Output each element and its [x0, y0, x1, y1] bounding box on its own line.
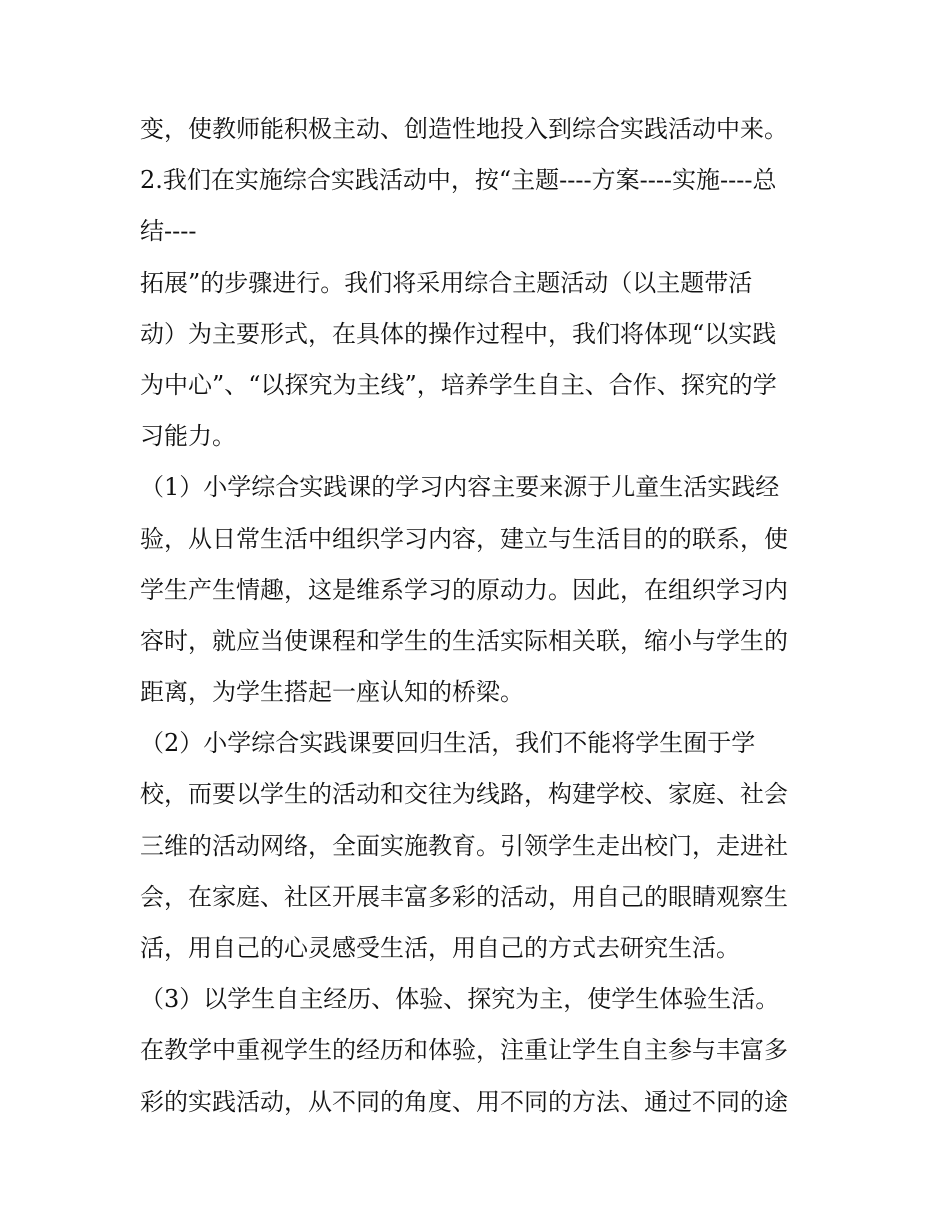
text-line: 距离，为学生搭起一座认知的桥梁。 — [140, 678, 524, 707]
text-line: 变，使教师能积极主动、创造性地投入到综合实践活动中来。 — [140, 115, 788, 143]
body-text — [140, 104, 820, 1128]
text-line: （3）以学生自主经历、体验、探究为主，使学生体验生活。 — [140, 985, 780, 1014]
text-line: 会，在家庭、社区开展丰富多彩的活动，用自己的眼睛观察生 — [140, 882, 788, 911]
text-line: 拓展”的步骤进行。我们将采用综合主题活动（以主题带活 — [140, 268, 753, 297]
text-line: 动）为主要形式，在具体的操作过程中，我们将体现“以实践 — [140, 319, 777, 348]
text-line: 为中心”、“以探究为主线”，培养学生自主、合作、探究的学 — [140, 370, 777, 399]
text-line: 校，而要以学生的活动和交往为线路，构建学校、家庭、社会 — [140, 780, 788, 809]
text-line: 习能力。 — [140, 422, 236, 451]
text-line: 容时，就应当使课程和学生的生活实际相关联，缩小与学生的 — [140, 626, 788, 655]
text-line: （1）小学综合实践课的学习内容主要来源于儿童生活实践经 — [140, 473, 780, 502]
text-line: 彩的实践活动，从不同的角度、用不同的方法、通过不同的途 — [140, 1087, 788, 1116]
text-line: 在教学中重视学生的经历和体验，注重让学生自主参与丰富多 — [140, 1036, 788, 1065]
text-line: 活，用自己的心灵感受生活，用自己的方式去研究生活。 — [140, 934, 740, 962]
text-line: 三维的活动网络，全面实施教育。引领学生走出校门，走进社 — [140, 831, 788, 860]
text-line: 2.我们在实施综合实践活动中，按“主题----方案----实施----总 — [140, 166, 777, 195]
text-line: 验，从日常生活中组织学习内容，建立与生活目的的联系，使 — [140, 524, 788, 553]
text-line: （2）小学综合实践课要回归生活，我们不能将学生囿于学 — [140, 729, 756, 758]
text-line: 结---- — [140, 217, 197, 246]
text-line: 学生产生情趣，这是维系学习的原动力。因此，在组织学习内 — [140, 575, 788, 604]
